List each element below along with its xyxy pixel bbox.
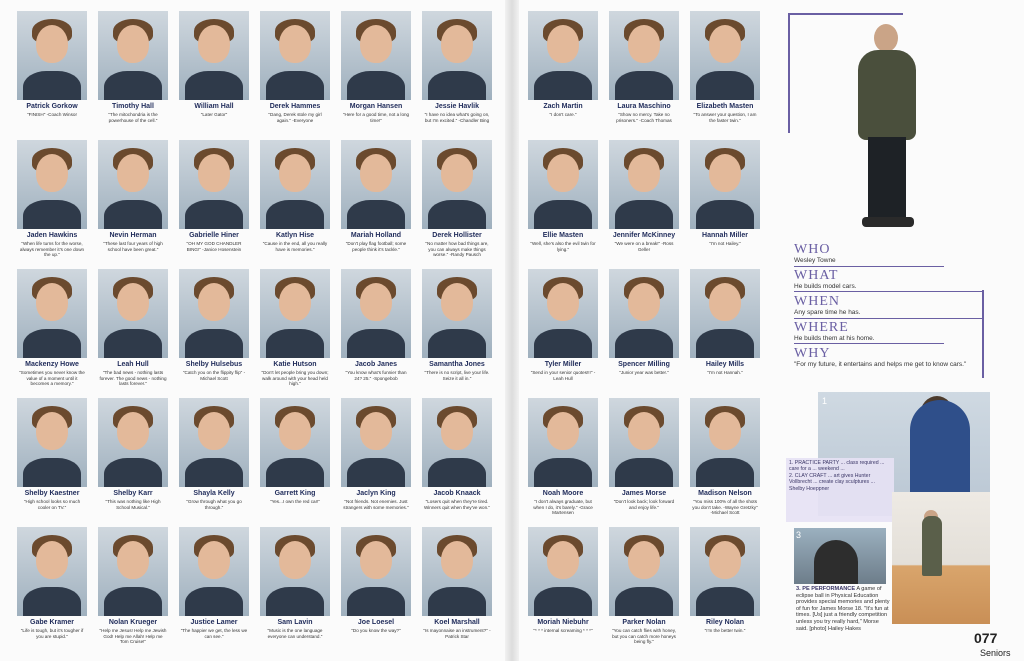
student-photo — [609, 398, 679, 487]
student-portrait-card — [260, 269, 330, 394]
student-photo — [609, 527, 679, 616]
student-name: Parker Nolan — [622, 619, 666, 626]
student-portrait-card — [422, 269, 492, 394]
student-name: Laura Maschino — [617, 103, 671, 110]
page-gutter — [505, 0, 519, 661]
student-photo — [341, 140, 411, 229]
student-photo — [179, 140, 249, 229]
photo-number-3: 3 — [796, 530, 802, 540]
student-photo — [422, 140, 492, 229]
student-photo — [422, 269, 492, 358]
student-portrait-card — [98, 11, 168, 136]
student-portrait-card — [528, 398, 598, 523]
student-photo — [98, 398, 168, 487]
student-portrait-card — [260, 140, 330, 265]
student-quote: "The bad news - nothing lasts forever. The good news - nothing lasts forever." — [99, 370, 167, 387]
photo-caption-3: 3. PE PERFORMANCE A game of eclipse ball in Physical Education provides special memories and plenty of fun for James Morse 18. "It's fun at times. [Us] just a friendly competition unless you try really hard," Morse said. [photo] Hailey Hakes — [796, 586, 890, 632]
student-photo — [98, 527, 168, 616]
right-page-portraits — [528, 11, 760, 652]
student-name: Patrick Gorkow — [26, 103, 78, 110]
student-quote: "When life turns for the worse, always remember it's one down the up." — [19, 241, 85, 258]
student-quote: "I'm not Hannah." — [707, 370, 743, 375]
student-photo — [690, 398, 760, 487]
student-quote: "Not friends. Not enemies. Just strangers with some memories." — [343, 499, 409, 510]
student-name: Madison Nelson — [698, 490, 752, 497]
student-photo — [179, 269, 249, 358]
student-portrait-card — [260, 527, 330, 652]
student-photo — [422, 527, 492, 616]
student-photo — [341, 398, 411, 487]
student-portrait-card — [179, 140, 249, 265]
student-photo — [690, 140, 760, 229]
student-quote: "Don't look back; look forward and enjoy life." — [613, 499, 675, 510]
student-portrait-card — [341, 11, 411, 136]
student-photo — [17, 527, 87, 616]
student-photo — [179, 527, 249, 616]
student-name: Zach Martin — [543, 103, 583, 110]
student-name: Katie Hutson — [273, 361, 317, 368]
student-quote: "Do you know the way?" — [351, 628, 401, 633]
student-portrait-card — [341, 269, 411, 394]
student-portrait-card — [179, 398, 249, 523]
student-name: Nevin Herman — [109, 232, 157, 239]
left-page-portraits — [17, 11, 492, 652]
student-quote: "The mitochondria is the powerhouse of the cell." — [108, 112, 158, 123]
student-name: Timothy Hall — [112, 103, 154, 110]
student-portrait-card — [422, 140, 492, 265]
profile-frame-side — [788, 13, 790, 133]
student-name: Riley Nolan — [705, 619, 745, 626]
student-photo — [690, 527, 760, 616]
student-name: Gabe Kramer — [30, 619, 74, 626]
student-photo — [98, 269, 168, 358]
student-name: Garrett King — [274, 490, 316, 497]
student-quote: "You miss 100% of all the shots you don't take. -Wayne Gretzky" -Michael Scott — [692, 499, 758, 516]
student-name: Spencer Milling — [618, 361, 670, 368]
student-name: Jaden Hawkins — [26, 232, 78, 239]
student-photo — [690, 11, 760, 100]
senior-profile — [782, 0, 1024, 661]
candid-photo-3 — [892, 492, 990, 624]
student-quote: "Dang, Derek stole my girl again." -Everyone — [268, 112, 322, 123]
student-quote: "* * * internal screaming * * *" — [533, 628, 593, 633]
student-name: Shelby Hulsebus — [185, 361, 243, 368]
student-photo — [528, 527, 598, 616]
student-name: Morgan Hansen — [349, 103, 403, 110]
student-portrait-card — [609, 11, 679, 136]
student-quote: "To answer your question, I am the faster twin." — [693, 112, 757, 123]
student-quote: "FINISH" -Coach Winsor — [27, 112, 77, 117]
page-number: 077 — [974, 630, 998, 646]
student-quote: "Help me Jesus! Help me Jewish God! Help me Allah! Help me Tom Cruise!" — [99, 628, 167, 645]
student-photo — [341, 11, 411, 100]
student-quote: "Catch you on the flippity flip" -Michael Scott — [182, 370, 246, 381]
student-quote: "These last four years of high school have been great." — [103, 241, 163, 252]
student-photo — [528, 398, 598, 487]
student-name: Shelby Karr — [113, 490, 153, 497]
student-photo — [341, 527, 411, 616]
student-name: Gabrielle Hiner — [189, 232, 239, 239]
student-photo — [422, 11, 492, 100]
student-name: Sam Lavin — [277, 619, 313, 626]
student-photo — [260, 269, 330, 358]
student-quote: "Well, she's also the evil twin for lying." — [530, 241, 596, 252]
student-quote: "I'm not Hailey." — [709, 241, 741, 246]
student-photo — [17, 269, 87, 358]
student-quote: "You know what's funnier than 24? 25." -Spongebob — [345, 370, 407, 381]
candid-photo-2 — [794, 528, 886, 584]
student-quote: "No matter how bad things are, you can always make things worse." -Randy Pausch — [425, 241, 489, 258]
student-quote: "I don't care." — [549, 112, 577, 117]
student-name: Justice Lamer — [190, 619, 238, 626]
student-portrait-card — [528, 269, 598, 394]
student-portrait-card — [98, 140, 168, 265]
student-quote: "Junior year was better." — [619, 370, 669, 375]
student-name: Nolan Krueger — [108, 619, 158, 626]
student-quote: "Show no mercy. Take no prisoners." -Coach Thomas — [616, 112, 672, 123]
student-portrait-card — [609, 527, 679, 652]
student-portrait-card — [609, 269, 679, 394]
student-quote: "This was nothing like High School Musical." — [105, 499, 161, 510]
student-name: Jaclyn King — [356, 490, 396, 497]
student-quote: "Send in your senior quotes!!!" -Leah Hull — [530, 370, 596, 381]
student-photo — [341, 269, 411, 358]
student-portrait-card — [422, 398, 492, 523]
student-quote: "Don't play flag football; some people think it's tackle." — [345, 241, 407, 252]
student-quote: "Grow through what you go through." — [186, 499, 242, 510]
student-photo — [17, 398, 87, 487]
student-name: Mackenzy Howe — [25, 361, 79, 368]
student-quote: "Music is the one language everyone can understand." — [267, 628, 323, 639]
student-name: Ellie Masten — [542, 232, 584, 239]
student-quote: "Yes...I own the red car!" — [269, 499, 321, 504]
student-portrait-card — [341, 140, 411, 265]
student-name: Jennifer McKinney — [612, 232, 676, 239]
student-portrait-card — [179, 11, 249, 136]
student-name: Shayla Kelly — [193, 490, 235, 497]
student-quote: "I have no idea what's going on, but I'm excited." -Chandler Bing — [424, 112, 490, 123]
student-portrait-card — [179, 269, 249, 394]
student-portrait-card — [179, 527, 249, 652]
student-portrait-card — [422, 11, 492, 136]
profile-what: WHAT He builds model cars. — [794, 268, 857, 290]
student-quote: "Later Gator" — [200, 112, 228, 117]
student-photo — [17, 11, 87, 100]
student-name: Shelby Kaestner — [24, 490, 80, 497]
student-portrait-card — [260, 398, 330, 523]
student-photo — [179, 11, 249, 100]
student-quote: "Life is tough, but it's tougher if you are stupid." — [20, 628, 84, 639]
student-quote: "Is mayonnaise an instrument?" -Patrick Star — [423, 628, 491, 639]
student-portrait-card — [17, 398, 87, 523]
student-quote: "You can catch flies with honey, but you can catch more honeys being fly." — [612, 628, 676, 645]
student-photo — [179, 398, 249, 487]
student-quote: "Sometimes you never know the value of a moment until it becomes a memory." — [19, 370, 85, 387]
student-portrait-card — [690, 11, 760, 136]
student-quote: "Losers quit when they're tired. Winners quit when they've won." — [423, 499, 491, 510]
profile-photo — [852, 22, 924, 232]
student-quote: "We were on a break!" -Ross Geller — [614, 241, 674, 252]
student-portrait-card — [690, 140, 760, 265]
student-name: Mariah Holland — [350, 232, 402, 239]
student-portrait-card — [609, 398, 679, 523]
student-quote: "High school looks so much cooler on TV." — [23, 499, 81, 510]
student-quote: "Here for a good time, not a long time!" — [342, 112, 410, 123]
student-portrait-card — [17, 269, 87, 394]
student-name: Derek Hammes — [269, 103, 321, 110]
student-portrait-card — [98, 269, 168, 394]
student-photo — [98, 11, 168, 100]
student-portrait-card — [422, 527, 492, 652]
student-portrait-card — [528, 527, 598, 652]
student-portrait-card — [17, 140, 87, 265]
student-name: Moriah Niebuhr — [537, 619, 589, 626]
student-portrait-card — [528, 140, 598, 265]
student-name: William Hall — [194, 103, 234, 110]
student-name: Derek Hollister — [432, 232, 482, 239]
student-name: Noah Moore — [542, 490, 584, 497]
profile-where: WHERE He builds them at his home. — [794, 320, 875, 342]
student-photo — [528, 11, 598, 100]
student-portrait-card — [341, 527, 411, 652]
student-portrait-card — [528, 11, 598, 136]
student-portrait-card — [17, 527, 87, 652]
student-name: Tyler Miller — [544, 361, 582, 368]
student-quote: "I don't always graduate, but when I do, it's barely." -Grace Martensen — [533, 499, 593, 516]
student-photo — [528, 269, 598, 358]
profile-who: WHO Wesley Towne — [794, 242, 836, 264]
student-photo — [609, 11, 679, 100]
student-photo — [609, 140, 679, 229]
student-name: Elizabeth Masten — [696, 103, 754, 110]
student-photo — [422, 398, 492, 487]
profile-why: WHY "For my future, it entertains and helps me get to know cars." — [794, 346, 967, 368]
student-name: Jacob Janes — [354, 361, 398, 368]
student-portrait-card — [341, 398, 411, 523]
student-name: James Morse — [621, 490, 667, 497]
student-name: Hailey Mills — [705, 361, 745, 368]
student-portrait-card — [260, 11, 330, 136]
student-portrait-card — [690, 269, 760, 394]
student-portrait-card — [690, 527, 760, 652]
student-quote: "Cause in the end, all you really have is memories." — [262, 241, 328, 252]
student-photo — [98, 140, 168, 229]
student-photo — [260, 527, 330, 616]
profile-frame-top — [788, 13, 903, 15]
student-name: Jacob Knaack — [433, 490, 481, 497]
student-portrait-card — [609, 140, 679, 265]
student-name: Joe Loesel — [357, 619, 395, 626]
student-photo — [528, 140, 598, 229]
student-quote: "The happier we get, the less we can see." — [180, 628, 248, 639]
student-name: Hannah Miller — [702, 232, 748, 239]
student-name: Katlyn Hise — [275, 232, 315, 239]
student-name: Jessie Havlik — [435, 103, 479, 110]
caption-overlay: 1. PRACTICE PARTY ... class required ... care for a ... weekend ... 2. CLAY CRAFT ... art gives Hunter Vollbrecht ... create clay sculptures ... Shelby Hoeppner — [786, 458, 894, 522]
student-portrait-card — [690, 398, 760, 523]
student-photo — [260, 140, 330, 229]
photo-number-1: 1 — [822, 396, 828, 406]
student-photo — [690, 269, 760, 358]
student-quote: "Don't let people bring you down; walk around with your head held high." — [261, 370, 329, 387]
student-portrait-card — [98, 527, 168, 652]
section-label: Seniors — [980, 648, 1011, 658]
student-name: Samantha Jones — [429, 361, 485, 368]
student-photo — [260, 398, 330, 487]
student-photo — [609, 269, 679, 358]
profile-when: WHEN Any spare time he has. — [794, 294, 861, 316]
student-photo — [17, 140, 87, 229]
student-quote: "I'm the better twin." — [704, 628, 746, 633]
student-quote: "There is no script, live your life. Seize it all in." — [424, 370, 490, 381]
student-quote: "OH MY GOD CHANDLER BING!" -Janice Hosenstein — [186, 241, 242, 252]
student-photo — [260, 11, 330, 100]
student-name: Koel Marshall — [434, 619, 480, 626]
student-portrait-card — [98, 398, 168, 523]
student-name: Leah Hull — [117, 361, 149, 368]
student-portrait-card — [17, 11, 87, 136]
